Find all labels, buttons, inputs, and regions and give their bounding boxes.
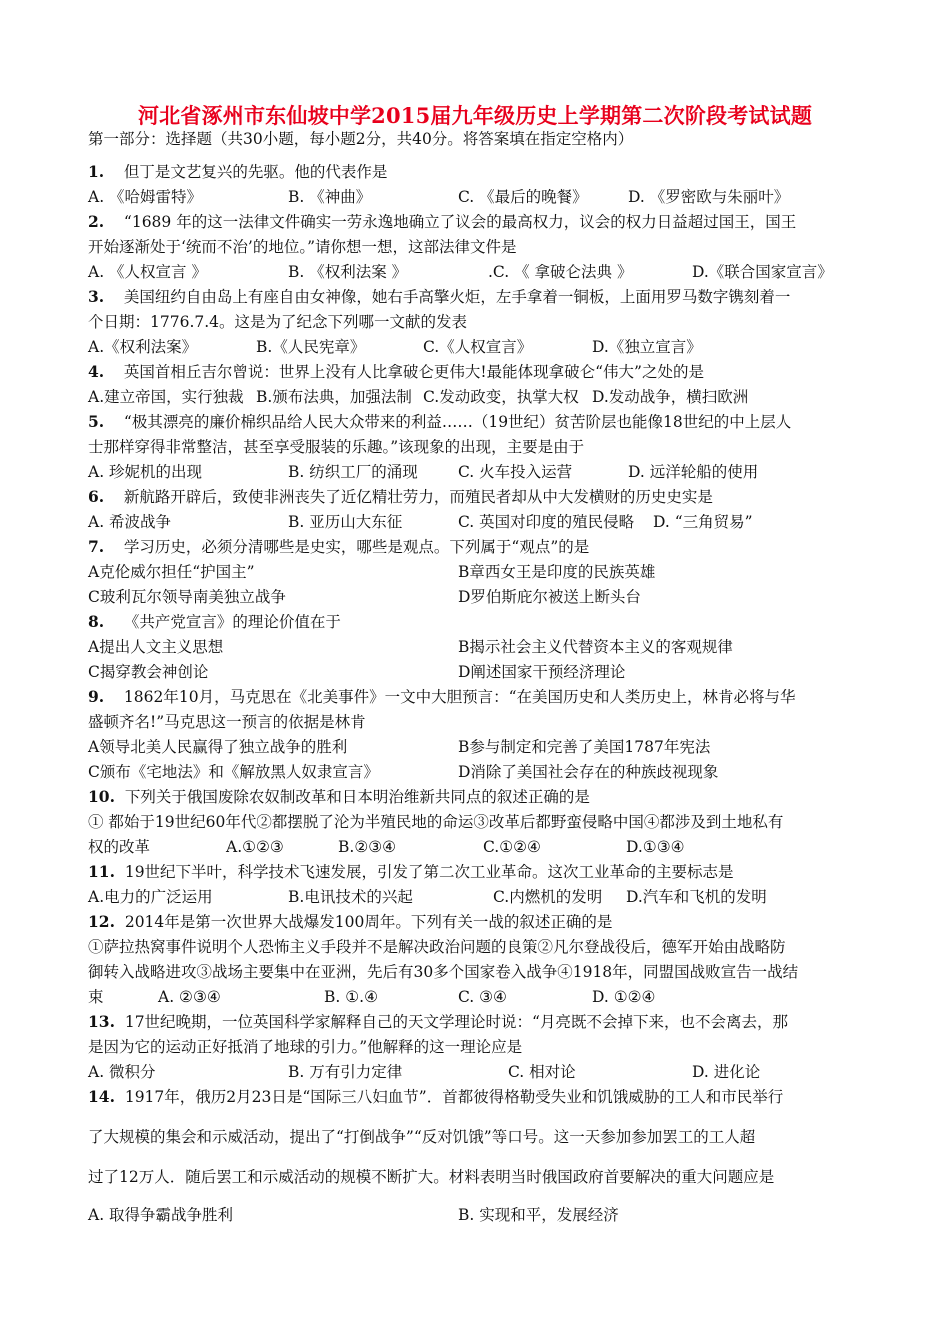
option: A.电力的广泛运用 <box>88 888 213 906</box>
question-7: 7. 学习历史，必须分清哪些是史实，哪些是观点。下列属于“观点”的是 <box>88 537 590 556</box>
option: A.建立帝国，实行独裁 <box>88 388 244 406</box>
question-12-cont: ①萨拉热窝事件说明个人恐怖主义手段并不是解决政治问题的良策②凡尔登战役后，德军开始由战略防 <box>88 938 786 956</box>
option: B.《人民宪章》 <box>256 338 366 356</box>
option: D. 远洋轮船的使用 <box>628 463 759 481</box>
question-10-cont2: 权的改革 <box>88 838 151 856</box>
option: C. 火车投入运营 <box>458 463 573 481</box>
option: D.汽车和飞机的发明 <box>626 888 767 906</box>
option: B参与制定和完善了美国1787年宪法 <box>458 738 711 756</box>
option: C. 英国对印度的殖民侵略 <box>458 513 635 531</box>
option: A. 珍妮机的出现 <box>88 463 203 481</box>
question-12-cont3: 束 <box>88 988 104 1006</box>
option: B. 万有引力定律 <box>288 1063 403 1081</box>
option: A.《权利法案》 <box>88 338 198 356</box>
option: A. 《人权宣言 》 <box>88 263 207 281</box>
option: C.①②④ <box>483 838 541 856</box>
question-8: 8. 《共产党宣言》的理论价值在于 <box>88 612 341 631</box>
option: D.《联合国家宣言》 <box>692 263 833 281</box>
option: A. ②③④ <box>158 988 221 1006</box>
option: D. 进化论 <box>692 1063 761 1081</box>
option: A. 希波战争 <box>88 513 172 531</box>
question-14-cont: 了大规模的集会和示威活动，提出了“打倒战争”“反对饥饿”等口号。这一天参加参加罢工的工人超 <box>88 1128 756 1146</box>
question-10: 10. 下列关于俄国废除农奴制改革和日本明治维新共同点的叙述正确的是 <box>88 787 590 806</box>
question-13-cont: 是因为它的运动正好抵消了地球的引力。”他解释的这一理论应是 <box>88 1038 523 1056</box>
option: .C. 《 拿破仑法典 》 <box>488 263 633 281</box>
option: B. ①.④ <box>324 988 378 1006</box>
option: A提出人文主义思想 <box>88 638 224 656</box>
option: C. ③④ <box>458 988 507 1006</box>
option: B. 《神曲》 <box>288 188 372 206</box>
page-title: 河北省涿州市东仙坡中学2015届九年级历史上学期第二次阶段考试试题 <box>137 103 813 128</box>
option: D.发动战争，横扫欧洲 <box>592 388 749 406</box>
option: A. 《哈姆雷特》 <box>88 188 203 206</box>
option: B章西女王是印度的民族英雄 <box>458 563 656 581</box>
option: C揭穿教会神创论 <box>88 663 209 681</box>
option: B.②③④ <box>338 838 397 856</box>
question-12-cont2: 御转入战略进攻③战场主要集中在亚洲，先后有30多个国家卷入战争④1918年，同盟国战败宣告一战结 <box>88 963 799 981</box>
option: A. 取得争霸战争胜利 <box>88 1206 234 1224</box>
option: D. “三角贸易” <box>653 513 753 531</box>
option: C.内燃机的发明 <box>493 888 603 906</box>
option: B揭示社会主义代替资本主义的客观规律 <box>458 638 733 656</box>
option: D.《独立宣言》 <box>592 338 702 356</box>
question-9: 9. 1862年10月，马克思在《北美事件》一文中大胆预言：“在美国历史和人类历史上，林肯必将与华 <box>88 687 796 706</box>
question-9-cont: 盛顿齐名!”马克思这一预言的依据是林肯 <box>88 713 366 731</box>
option: A. 微积分 <box>88 1063 156 1081</box>
option: A克伦威尔担任“护国主” <box>88 563 255 581</box>
question-2: 2. “1689 年的这一法律文件确实一劳永逸地确立了议会的最高权力，议会的权力日益超过国王，国王 <box>88 212 797 231</box>
question-4: 4. 英国首相丘吉尔曾说：世界上没有人比拿破仑更伟大!最能体现拿破仑“伟大”之处的是 <box>88 362 704 381</box>
question-10-cont: ① 都始于19世纪60年代②都摆脱了沦为半殖民地的命运③改革后都野蛮侵略中国④都涉及到土地私有 <box>88 813 784 831</box>
option: B. 亚历山大东征 <box>288 513 403 531</box>
option: D阐述国家干预经济理论 <box>458 663 626 681</box>
option: A.①②③ <box>226 838 284 856</box>
option: A领导北美人民赢得了独立战争的胜利 <box>88 738 348 756</box>
option: C. 相对论 <box>508 1063 576 1081</box>
question-3: 3. 美国纽约自由岛上有座自由女神像，她右手高擎火炬，左手拿着一铜板，上面用罗马数字镌刻着一 <box>88 287 791 306</box>
option: B.颁布法典，加强法制 <box>256 388 412 406</box>
option: B. 实现和平，发展经济 <box>458 1206 619 1224</box>
option: C玻利瓦尔领导南美独立战争 <box>88 588 286 606</box>
question-5: 5. “极其漂亮的廉价棉织品给人民大众带来的利益……（19世纪）贫苦阶层也能像18世纪的中上层人 <box>88 412 792 431</box>
option: D罗伯斯庇尔被送上断头台 <box>458 588 641 606</box>
option: B. 纺织工厂的涌现 <box>288 463 418 481</box>
question-2-cont: 开始逐渐处于‘统而不治’的地位。”请你想一想，这部法律文件是 <box>88 238 517 256</box>
question-1: 1. 但丁是文艺复兴的先驱。他的代表作是 <box>88 162 388 181</box>
option: C.发动政变，执掌大权 <box>423 388 579 406</box>
option: D. 《罗密欧与朱丽叶》 <box>628 188 790 206</box>
question-12: 12. 2014年是第一次世界大战爆发100周年。下列有关一战的叙述正确的是 <box>88 912 613 931</box>
option: C. 《最后的晚餐》 <box>458 188 588 206</box>
option: B. 《权利法案 》 <box>288 263 408 281</box>
option: B.电讯技术的兴起 <box>288 888 413 906</box>
option: D消除了美国社会存在的种族歧视现象 <box>458 763 719 781</box>
section-header: 第一部分：选择题（共30小题，每小题2分，共40分。将答案填在指定空格内） <box>88 130 634 148</box>
option: C.《人权宣言》 <box>423 338 533 356</box>
option: D.①③④ <box>626 838 685 856</box>
question-14-cont2: 过了12万人．随后罢工和示威活动的规模不断扩大。材料表明当时俄国政府首要解决的重大问题应是 <box>88 1168 775 1186</box>
option: C颁布《宅地法》和《解放黑人奴隶宣言》 <box>88 763 379 781</box>
option: D. ①②④ <box>592 988 656 1006</box>
question-3-cont: 个日期：1776.7.4。这是为了纪念下列哪一文献的发表 <box>88 313 468 331</box>
question-11: 11. 19世纪下半叶，科学技术飞速发展，引发了第二次工业革命。这次工业革命的主要标志是 <box>88 862 734 881</box>
question-6: 6. 新航路开辟后，致使非洲丧失了近亿精壮劳力，而殖民者却从中大发横财的历史史实是 <box>88 487 713 506</box>
question-13: 13. 17世纪晚期，一位英国科学家解释自己的天文学理论时说：“月亮既不会掉下来，也不会离去，那 <box>88 1012 788 1031</box>
question-14: 14. 1917年，俄历2月23日是“国际三八妇血节”．首都彼得格勒受失业和饥饿威胁的工人和市民举行 <box>88 1087 784 1106</box>
question-5-cont: 士那样穿得非常整洁，甚至享受服装的乐趣。”该现象的出现，主要是由于 <box>88 438 585 456</box>
